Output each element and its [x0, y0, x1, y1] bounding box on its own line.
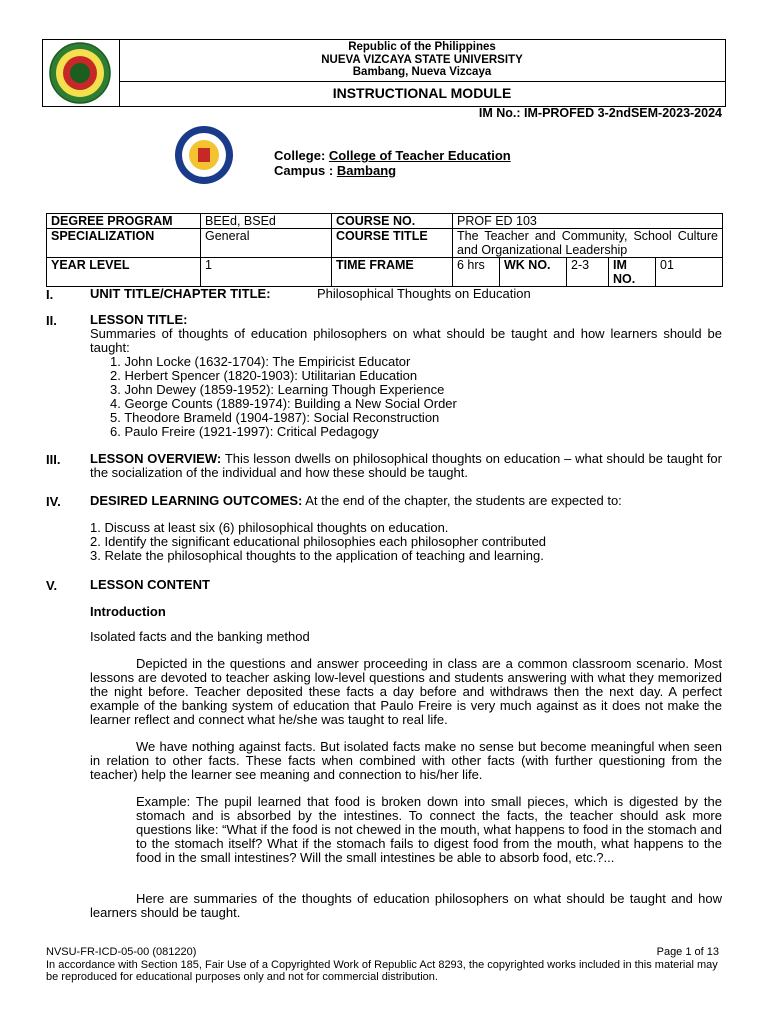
- footer: [46, 946, 723, 984]
- philosopher-list: [90, 355, 722, 439]
- outcomes-list: [90, 521, 722, 563]
- college-label: College:: [274, 148, 326, 163]
- list-item: 1. Discuss at least six (6) philosophical thoughts on education.: [90, 520, 449, 535]
- college-info: [274, 148, 511, 178]
- section-4-label: DESIRED LEARNING OUTCOMES:: [90, 493, 303, 508]
- degree-value: BEEd, BSEd: [201, 214, 332, 229]
- section-3: [90, 452, 722, 480]
- course-title-value: The Teacher and Community, School Culture and Organizational Leadership: [453, 229, 723, 258]
- list-item: 1. John Locke (1632-1704): The Empiricist Educator: [110, 354, 411, 369]
- year-level-value: 1: [201, 258, 332, 287]
- week-no-label: WK NO.: [500, 258, 567, 287]
- im-no-value: 01: [656, 258, 723, 287]
- table-row: [47, 258, 723, 287]
- time-frame-value: 6 hrs: [453, 258, 500, 287]
- course-no-value: PROF ED 103: [453, 214, 723, 229]
- university-location: Bambang, Nueva Vizcaya: [352, 66, 492, 78]
- section-2: [90, 313, 722, 439]
- section-3-number: III.: [46, 452, 61, 467]
- table-row: [47, 229, 723, 258]
- section-1-label: UNIT TITLE/CHAPTER TITLE:: [90, 286, 271, 301]
- copyright-notice: In accordance with Section 185, Fair Use of a Copyrighted Work of Republic Act 8293, the copyrighted works included in this material may be reproduced for educational purposes only and not for commercial distribution.: [46, 958, 718, 983]
- degree-label: DEGREE PROGRAM: [47, 214, 201, 229]
- week-no-value: 2-3: [567, 258, 609, 287]
- section-2-label: LESSON TITLE:: [90, 312, 188, 327]
- time-frame-label: TIME FRAME: [332, 258, 453, 287]
- table-row: [47, 214, 723, 229]
- list-item: 3. Relate the philosophical thoughts to the application of teaching and learning.: [90, 548, 544, 563]
- course-info-table: [46, 213, 723, 287]
- header-title-block: [119, 40, 725, 82]
- university-name: NUEVA VIZCAYA STATE UNIVERSITY: [321, 53, 523, 66]
- page-number: Page 1 of 13: [656, 946, 719, 958]
- republic-line: Republic of the Philippines: [348, 41, 496, 53]
- paragraph-4: Here are summaries of the thoughts of education philosophers on what should be taught and how learners should be taught.: [90, 891, 722, 920]
- im-no-label: IM NO.: [609, 258, 656, 287]
- list-item: 6. Paulo Freire (1921-1997): Critical Pedagogy: [110, 424, 379, 439]
- course-no-label: COURSE NO.: [332, 214, 453, 229]
- section-4-text: At the end of the chapter, the students are expected to:: [302, 493, 622, 508]
- im-number: IM No.: IM-PROFED 3-2ndSEM-2023-2024: [478, 106, 722, 120]
- list-item: 5. Theodore Brameld (1904-1987): Social Reconstruction: [110, 410, 440, 425]
- section-2-number: II.: [46, 313, 57, 328]
- campus-value: Bambang: [336, 163, 397, 178]
- section-3-text: This lesson dwells on philosophical thoughts on education – what should be taught for the socialization of the individual and how these should be taught.: [90, 451, 722, 480]
- paragraph-example: Example: The pupil learned that food is broken down into small pieces, which is digested by the stomach and is absorbed by the intestines. To connect the facts, the teacher should ask more questions like: “What if the food is not chewed in the mouth, what happens to food in the stomach and to the stomach itself? What if the stomach fails to digest food from the mouth, what happens to the food in the small intestines? Will the small intestines be able to absorb food, etc.?...: [136, 794, 722, 865]
- module-title: INSTRUCTIONAL MODULE: [332, 85, 512, 101]
- university-seal-cell: [43, 40, 120, 106]
- introduction-heading: Introduction: [90, 604, 166, 619]
- specialization-label: SPECIALIZATION: [47, 229, 201, 258]
- campus-label: Campus :: [274, 163, 334, 178]
- section-3-label: LESSON OVERVIEW:: [90, 451, 222, 466]
- list-item: 2. Herbert Spencer (1820-1903): Utilitarian Education: [110, 368, 418, 383]
- college-seal-icon: [168, 124, 240, 186]
- paragraph-1: Depicted in the questions and answer proceeding in class are a common classroom scenario. Most lessons are devoted to teacher asking low-level questions and students answering with what they memorized the night before. Teacher deposited these facts a day before and withdraws then the next day. A perfect example of the banking system of education that Paulo Freire is very much against as it does not make the learner reflect and connect what he/she was taught to real life.: [90, 656, 722, 727]
- paragraph-2: We have nothing against facts. But isolated facts make no sense but become meaningful when seen in relation to other facts. These facts when combined with other facts (with further questioning from the teacher) help the learner see meaning and connection to his/her life.: [90, 739, 722, 782]
- section-1-value: Philosophical Thoughts on Education: [317, 286, 531, 301]
- section-4: [90, 494, 722, 508]
- section-5-number: V.: [46, 578, 58, 593]
- section-5-label: LESSON CONTENT: [90, 577, 210, 592]
- list-item: 4. George Counts (1889-1974): Building a New Social Order: [110, 396, 457, 411]
- section-1-number: I.: [46, 287, 54, 302]
- list-item: 3. John Dewey (1859-1952): Learning Though Experience: [110, 382, 445, 397]
- form-code: NVSU-FR-ICD-05-00 (081220): [46, 946, 197, 958]
- specialization-value: General: [201, 229, 332, 258]
- list-item: 2. Identify the significant educational philosophies each philosopher contributed: [90, 534, 547, 549]
- section-1: [90, 287, 722, 301]
- header-box: [42, 39, 726, 107]
- introduction-subheading: Isolated facts and the banking method: [90, 629, 310, 644]
- course-title-label: COURSE TITLE: [332, 229, 453, 258]
- university-seal-icon: [43, 40, 119, 106]
- section-4-number: IV.: [46, 494, 61, 509]
- section-2-text: Summaries of thoughts of education philosophers on what should be taught and how learners should be taught:: [90, 326, 722, 355]
- year-level-label: YEAR LEVEL: [47, 258, 201, 287]
- college-value: College of Teacher Education: [328, 148, 511, 163]
